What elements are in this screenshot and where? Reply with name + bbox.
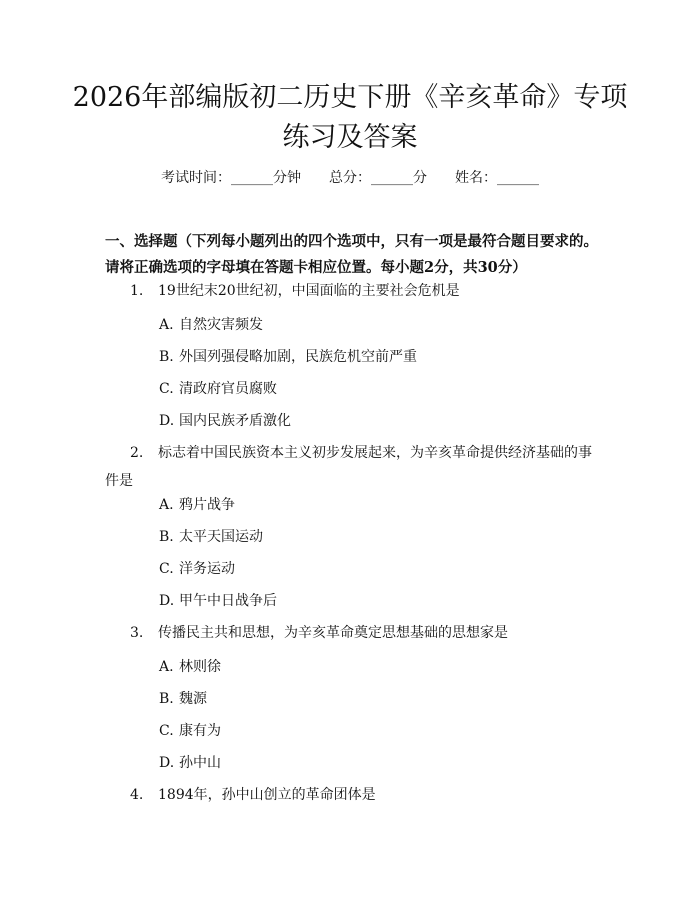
option-3d: [159, 753, 599, 773]
section-heading-choice: 一、选择题（下列每小题列出的四个选项中，只有一项是最符合题目要求的。请将正确选项的字母填在答题卡相应位置。每小题2分，共30分）: [105, 233, 598, 276]
question-3: [105, 619, 605, 647]
option-2a: [159, 495, 599, 515]
option-2d: [159, 591, 599, 611]
option-letter: C.: [159, 381, 174, 397]
question-number: 4.: [130, 787, 144, 803]
question-number: 1.: [130, 283, 144, 299]
option-text: 洋务运动: [179, 561, 235, 577]
document-title: 2026年部编版初二历史下册《辛亥革命》专项练习及答案: [72, 82, 628, 153]
option-text: 外国列强侵略加剧，民族危机空前严重: [179, 349, 417, 365]
option-3b: [159, 689, 599, 709]
question-2: [105, 439, 605, 495]
option-text: 国内民族矛盾激化: [179, 413, 291, 429]
option-letter: D.: [159, 593, 175, 609]
option-text: 太平天国运动: [179, 529, 263, 545]
option-letter: A.: [159, 659, 174, 675]
option-1c: [159, 379, 599, 399]
exam-meta-line: [0, 168, 700, 188]
total-score-field: 总分：______分: [329, 170, 427, 186]
question-1: [105, 277, 605, 305]
option-3a: [159, 657, 599, 677]
option-letter: D.: [159, 755, 175, 771]
option-letter: B.: [159, 349, 174, 365]
question-number: 2.: [130, 445, 144, 461]
student-name-field: 姓名：______: [455, 170, 539, 186]
exam-time-field: 考试时间：______分钟: [161, 170, 301, 186]
question-number: 3.: [130, 625, 144, 641]
question-text: 标志着中国民族资本主义初步发展起来，为辛亥革命提供经济基础的事件是: [105, 445, 592, 489]
option-text: 清政府官员腐败: [179, 381, 277, 397]
option-letter: B.: [159, 529, 174, 545]
option-letter: C.: [159, 723, 174, 739]
option-2c: [159, 559, 599, 579]
option-letter: A.: [159, 497, 174, 513]
option-1a: [159, 315, 599, 335]
option-1b: [159, 347, 599, 367]
option-text: 自然灾害频发: [179, 317, 263, 333]
option-letter: C.: [159, 561, 174, 577]
option-letter: D.: [159, 413, 175, 429]
question-text: 1894年，孙中山创立的革命团体是: [158, 787, 376, 803]
question-4: [105, 781, 605, 809]
question-text: 19世纪末20世纪初，中国面临的主要社会危机是: [158, 283, 460, 299]
option-1d: [159, 411, 599, 431]
option-letter: A.: [159, 317, 174, 333]
question-text: 传播民主共和思想，为辛亥革命奠定思想基础的思想家是: [158, 625, 508, 641]
option-text: 魏源: [179, 691, 207, 707]
option-3c: [159, 721, 599, 741]
option-text: 鸦片战争: [179, 497, 235, 513]
option-text: 林则徐: [179, 659, 221, 675]
option-text: 孙中山: [179, 755, 221, 771]
option-2b: [159, 527, 599, 547]
option-text: 康有为: [179, 723, 221, 739]
option-letter: B.: [159, 691, 174, 707]
option-text: 甲午中日战争后: [179, 593, 277, 609]
